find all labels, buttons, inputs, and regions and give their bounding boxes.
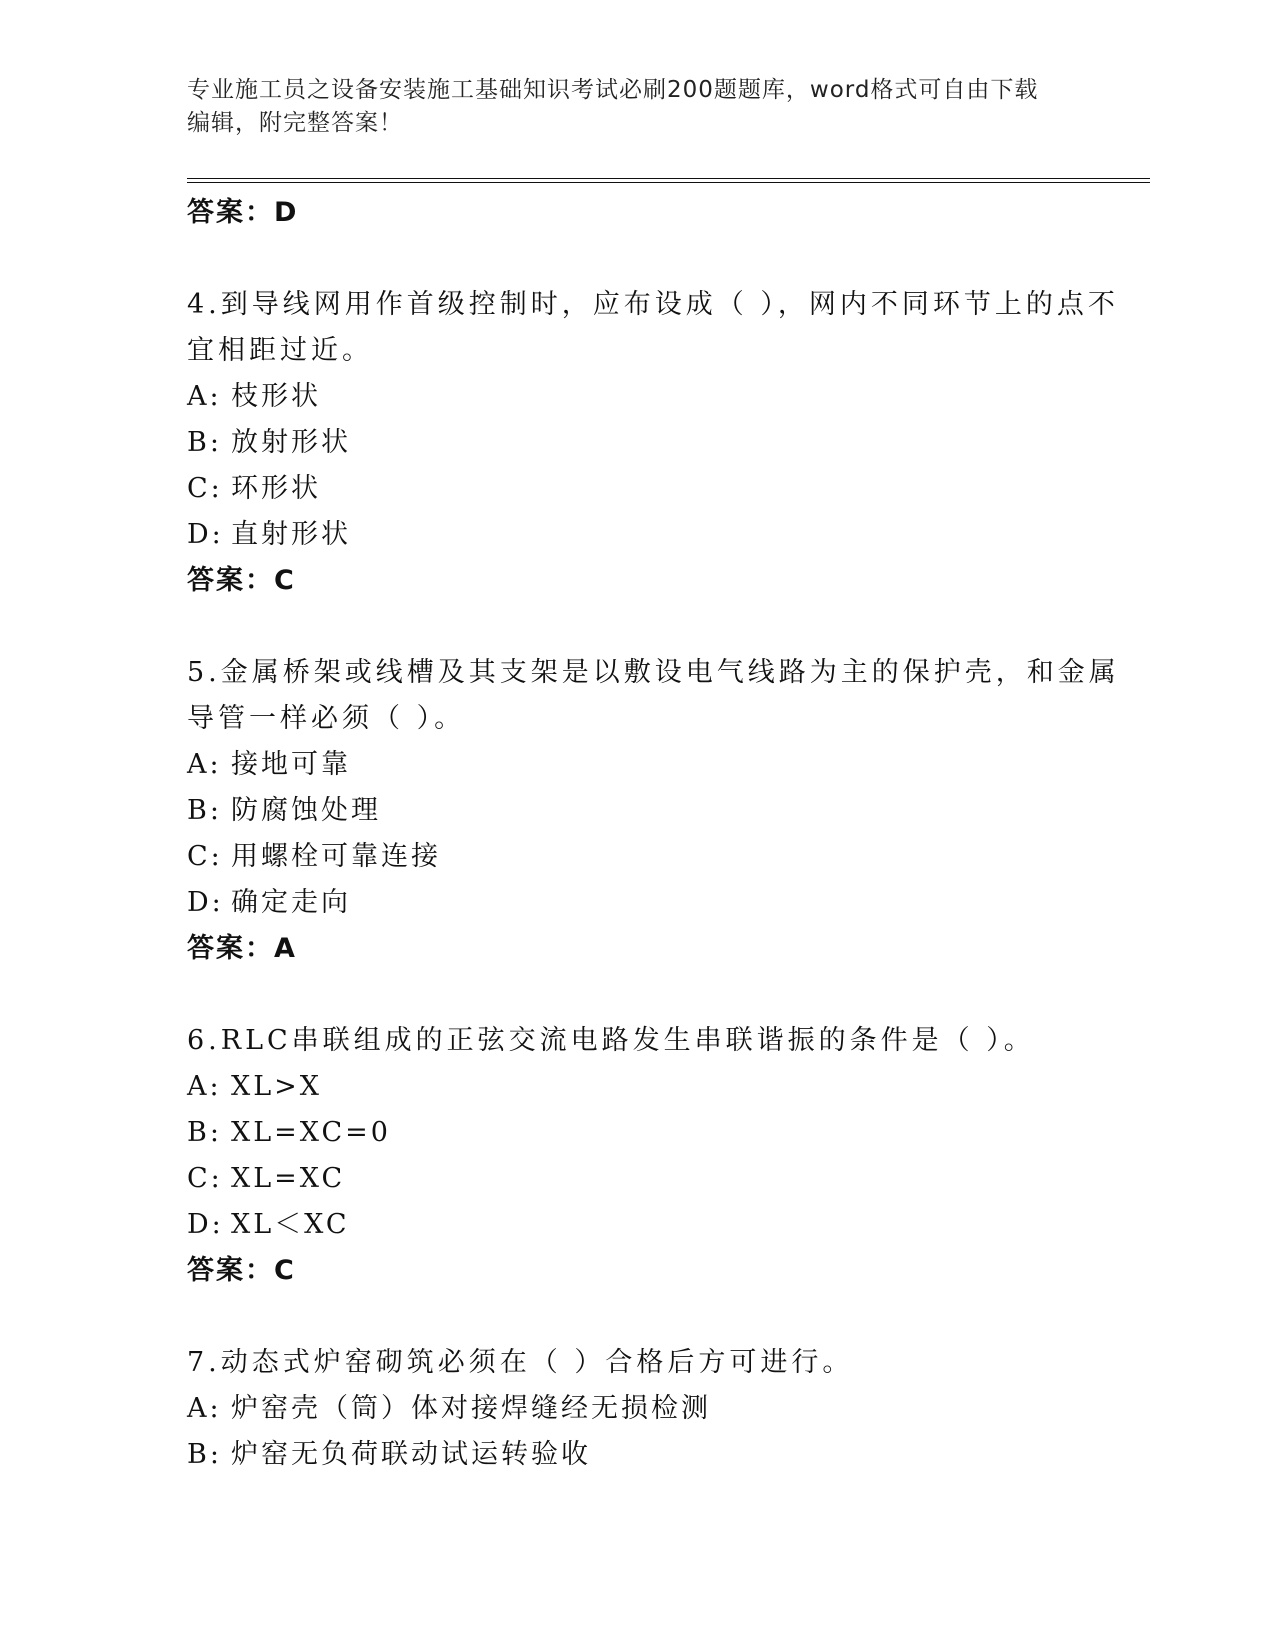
header-divider-top [187,178,1150,179]
option-text: 接地可靠 [231,749,351,780]
option-a [187,742,1087,788]
option-letter: C: [187,473,223,504]
option-letter: B: [187,795,222,826]
question-text-line: 7.动态式炉窑砌筑必须在（ ）合格后方可进行。 [187,1347,854,1378]
question-text-line: 宜相距过近。 [187,335,373,366]
question-block-7 [187,1340,1087,1478]
option-text: 用螺栓可靠连接 [231,841,441,872]
option-text: 枝形状 [231,381,321,412]
option-text: XL＜XC [231,1209,350,1240]
option-c [187,834,1087,880]
option-text: XL>X [231,1071,322,1102]
question-block-4 [187,282,1119,604]
option-text: 防腐蚀处理 [231,795,381,826]
option-letter: D: [187,1209,224,1240]
option-text: 直射形状 [231,519,351,550]
option-text: XL=XC=0 [231,1117,391,1148]
option-text: 放射形状 [231,427,351,458]
header-title-line1: 专业施工员之设备安装施工基础知识考试必刷200题题库，word格式可自由下载 [187,77,1039,103]
question-list [187,190,1120,1478]
option-d [187,880,1087,926]
option-letter: B: [187,1439,222,1470]
option-letter: C: [187,841,223,872]
option-letter: D: [187,519,224,550]
option-a [187,374,1087,420]
option-letter: A: [187,749,222,780]
option-letter: C: [187,1163,223,1194]
option-c [187,466,1087,512]
option-b [187,420,1087,466]
option-d [187,512,1087,558]
header-divider-bottom [187,182,1150,183]
option-b [187,788,1087,834]
question-text-line: 5.金属桥架或线槽及其支架是以敷设电气线路为主的保护壳，和金属 [187,657,1120,688]
answer-text: 答案：C [187,565,296,596]
option-b [187,1432,1087,1478]
option-a [187,1386,1087,1432]
option-letter: B: [187,1117,222,1148]
spacer [187,972,1087,1018]
option-letter: A: [187,381,222,412]
option-letter: B: [187,427,222,458]
answer-text: 答案：A [187,933,297,964]
option-letter: D: [187,887,224,918]
header-title-line2: 编辑，附完整答案！ [187,110,403,136]
spacer [187,1294,1087,1340]
option-letter: A: [187,1393,222,1424]
spacer [187,604,1087,650]
option-letter: A: [187,1071,222,1102]
question-block-5 [187,650,1120,972]
option-a [187,1064,1087,1110]
question-block-6 [187,1018,1087,1294]
previous-answer: 答案：D [187,197,299,228]
option-d [187,1202,1087,1248]
spacer [187,236,1087,282]
option-b [187,1110,1087,1156]
answer-text: 答案：C [187,1255,296,1286]
option-c [187,1156,1087,1202]
document-header [187,74,1087,140]
question-text-line: 导管一样必须（ ）。 [187,703,466,734]
option-text: XL=XC [231,1163,346,1194]
option-text: 确定走向 [231,887,351,918]
option-text: 环形状 [231,473,321,504]
option-text: 炉窑壳（筒）体对接焊缝经无损检测 [231,1393,711,1424]
question-text-line: 6.RLC串联组成的正弦交流电路发生串联谐振的条件是（ ）。 [187,1025,1035,1056]
question-text-line: 4.到导线网用作首级控制时，应布设成（ ），网内不同环节上的点不 [187,289,1119,320]
option-text: 炉窑无负荷联动试运转验收 [231,1439,591,1470]
